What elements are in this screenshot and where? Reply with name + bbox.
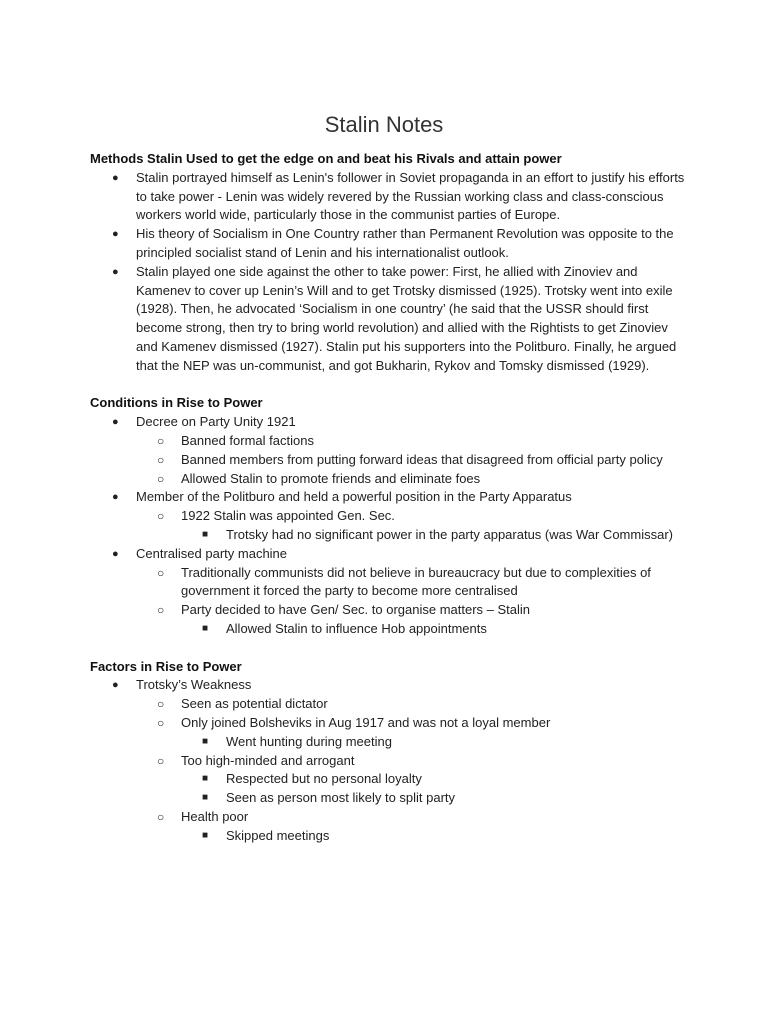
list-item-text: Party decided to have Gen/ Sec. to organise matters – Stalin: [181, 602, 531, 618]
bullet-marker-icon: ●: [112, 679, 119, 692]
bullet-list: [90, 413, 690, 639]
list-item: [90, 620, 690, 639]
section-heading: Conditions in Rise to Power: [90, 395, 263, 411]
bullet-marker-icon: ○: [157, 565, 165, 580]
list-item-text: Allowed Stalin to promote friends and eliminate foes: [181, 470, 481, 486]
list-item-text: Centralised party machine: [136, 545, 288, 561]
list-item-text: Banned members from putting forward ideas that disagreed from official party policy: [181, 451, 663, 467]
bullet-marker-icon: ■: [202, 735, 209, 747]
list-item-text: Seen as potential dictator: [181, 696, 328, 712]
list-item-text: Trotsky had no significant power in the party apparatus (was War Commissar): [226, 526, 673, 542]
list-item: [90, 676, 690, 695]
bullet-marker-icon: ○: [157, 753, 165, 768]
list-item-text: 1922 Stalin was appointed Gen. Sec.: [181, 508, 395, 524]
bullet-list: [90, 169, 690, 376]
bullet-marker-icon: ○: [157, 809, 165, 824]
list-item: [90, 413, 690, 432]
list-item: [90, 169, 690, 225]
list-item: [90, 526, 690, 545]
bullet-list: [90, 676, 690, 845]
list-item: [90, 733, 690, 752]
section-heading: Factors in Rise to Power: [90, 658, 242, 674]
bullet-marker-icon: ●: [112, 171, 119, 184]
list-item: [90, 564, 690, 602]
list-item-text: Stalin played one side against the other to take power: First, he allied with Zinoviev and Kamenev to cover up Lenin’s Will and to get Trotsky dismissed (1925). Trotsky went into exile (1928). Then, he advocated ‘Socialism in one country’ (he said that the USSR should first become strong, then try to bring world revolution) and allied with the Rightists to get Zinoviev and Kamenev dismissed (1927). Stalin put his supporters into the Politburo. Finally, he argued that the NEP was un-communist, and got Bukharin, Rykov and Tomsky dismissed (1929).: [136, 263, 677, 373]
list-item-text: Too high-minded and arrogant: [181, 752, 355, 768]
list-item: [90, 545, 690, 564]
list-item-text: Skipped meetings: [226, 827, 330, 843]
bullet-marker-icon: ●: [112, 416, 119, 429]
list-item-text: Banned formal factions: [181, 432, 314, 448]
document-body: [90, 150, 690, 864]
bullet-marker-icon: ○: [157, 603, 165, 618]
list-item: [90, 714, 690, 733]
list-item: [90, 451, 690, 470]
section: [90, 394, 690, 638]
section: [90, 150, 690, 376]
list-item: [90, 789, 690, 808]
list-item: [90, 432, 690, 451]
bullet-marker-icon: ○: [157, 433, 165, 448]
list-item: [90, 488, 690, 507]
list-item-text: Stalin portrayed himself as Lenin's follower in Soviet propaganda in an effort to justify his efforts to take power - Lenin was widely revered by the Russian working class and class-conscious workers world wide, particularly those in the communist parties of Europe.: [136, 169, 685, 223]
bullet-marker-icon: ○: [157, 509, 165, 524]
list-item-text: Allowed Stalin to influence Hob appointments: [226, 620, 487, 636]
bullet-marker-icon: ■: [202, 829, 209, 841]
bullet-marker-icon: ○: [157, 697, 165, 712]
bullet-marker-icon: ●: [112, 228, 119, 241]
page-title: Stalin Notes: [324, 112, 444, 137]
list-item: [90, 752, 690, 771]
list-item-text: Traditionally communists did not believe in bureaucracy but due to complexities of government it forced the party to become more centralised: [181, 564, 651, 599]
list-item: [90, 225, 690, 263]
bullet-marker-icon: ■: [202, 528, 209, 540]
list-item-text: His theory of Socialism in One Country rather than Permanent Revolution was opposite to the principled socialist stand of Lenin and his internationalist outlook.: [136, 226, 674, 260]
list-item-text: Went hunting during meeting: [226, 733, 392, 749]
list-item: [90, 827, 690, 846]
bullet-marker-icon: ■: [202, 622, 209, 634]
bullet-marker-icon: ●: [112, 265, 119, 278]
list-item: [90, 770, 690, 789]
bullet-marker-icon: ○: [157, 452, 165, 467]
list-item: [90, 470, 690, 489]
bullet-marker-icon: ■: [202, 792, 209, 804]
section-heading: Methods Stalin Used to get the edge on and beat his Rivals and attain power: [90, 151, 562, 166]
list-item-text: Decree on Party Unity 1921: [136, 414, 296, 430]
list-item-text: Seen as person most likely to split party: [226, 790, 456, 806]
list-item: [90, 507, 690, 526]
list-item-text: Only joined Bolsheviks in Aug 1917 and was not a loyal member: [181, 714, 551, 730]
list-item: [90, 263, 690, 376]
list-item-text: Respected but no personal loyalty: [226, 771, 422, 787]
bullet-marker-icon: ●: [112, 547, 119, 560]
list-item: [90, 601, 690, 620]
list-item: [90, 695, 690, 714]
bullet-marker-icon: ●: [112, 491, 119, 504]
bullet-marker-icon: ■: [202, 773, 209, 785]
section: [90, 658, 690, 846]
bullet-marker-icon: ○: [157, 471, 165, 486]
list-item: [90, 808, 690, 827]
list-item-text: Member of the Politburo and held a powerful position in the Party Apparatus: [136, 489, 572, 505]
list-item-text: Trotsky’s Weakness: [136, 677, 252, 693]
bullet-marker-icon: ○: [157, 715, 165, 730]
list-item-text: Health poor: [181, 808, 249, 824]
